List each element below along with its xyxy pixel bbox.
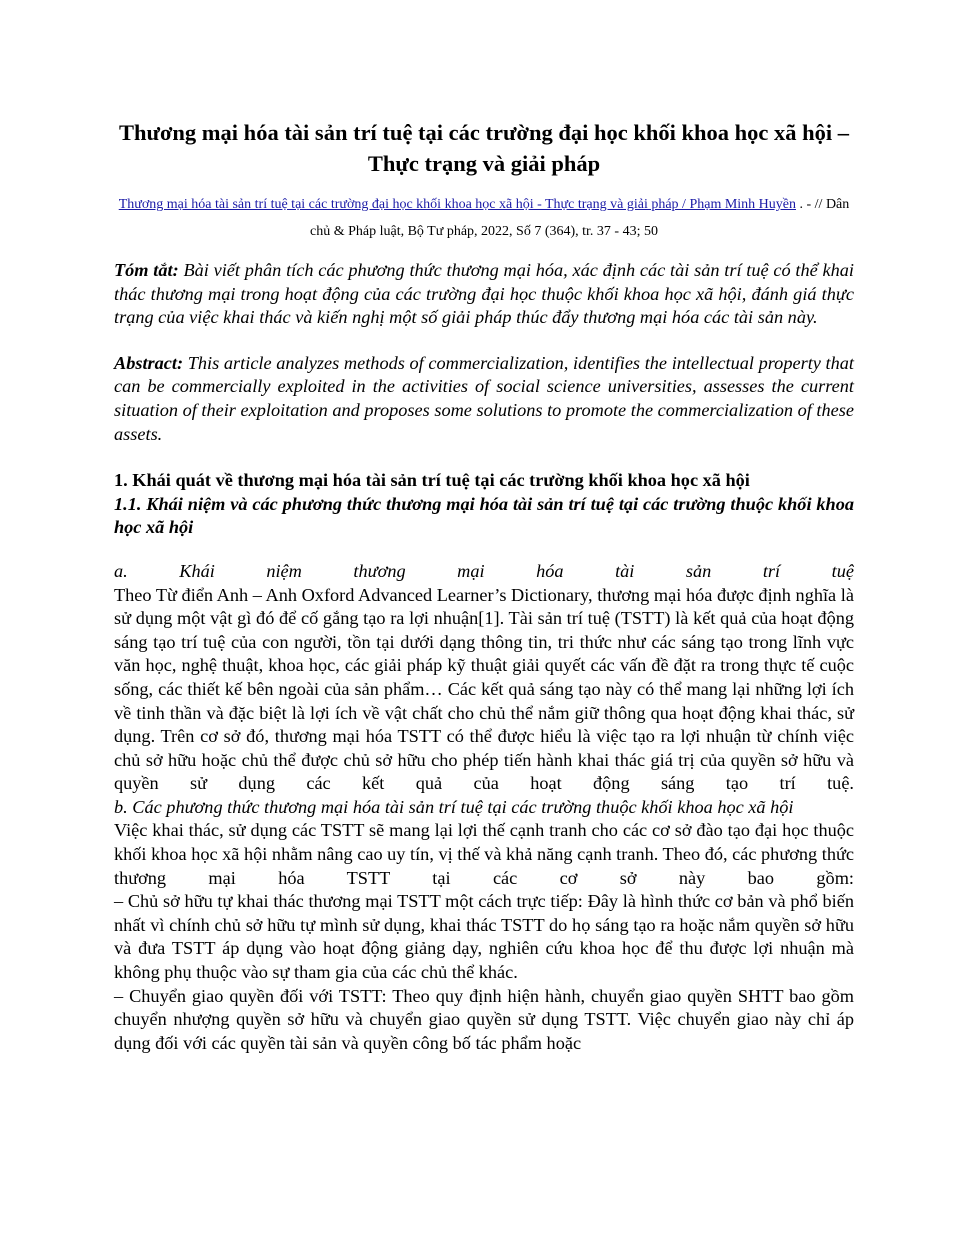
bullet-rights-transfer: – Chuyển giao quyền đối với TSTT: Theo quy định hiện hành, chuyển giao quyền SHTT bao gồm chuyển nhượng quyền sở hữu và chuyển giao quyền sử dụng TSTT. Việc chuyển giao này chỉ áp dụng đối với các quyền tài sản và quyền công bố tác phẩm hoặc [114,985,854,1053]
abstract-en-text: This article analyzes methods of commercialization, identifies the intellectual property that can be commercially exploited in the activities of social science universities, assesses the current situation of their exploitation and proposes some solutions to promote the commercialization of these assets. [114,352,854,444]
document-content [114,117,854,1055]
article-title: Thương mại hóa tài sản trí tuệ tại các trường đại học khối khoa học xã hội – Thực trạng và giải pháp [118,120,850,176]
subheading-b: b. Các phương thức thương mại hóa tài sản trí tuệ tại các trường thuộc khối khoa học xã hội [114,796,794,817]
citation-line [114,191,854,245]
abstract-english [114,352,854,446]
paragraph-a: Theo Từ điển Anh – Anh Oxford Advanced Learner’s Dictionary, thương mại hóa được định nghĩa là sử dụng một vật gì đó để cố gắng tạo ra lợi nhuận[1]. Tài sản trí tuệ (TSTT) là kết quả của hoạt động sáng tạo trí tuệ của con người, tồn tại dưới dạng thông tin, tri thức như các sáng tạo trong lĩnh vực văn học, nghệ thuật, khoa học, các giải pháp kỹ thuật giải quyết các vấn đề đặt ra trong thực tế cuộc sống, các thiết kế bên ngoài của sản phẩm… Các kết quả sáng tạo này có thể mang lại những lợi ích về tinh thần và đặc biệt là lợi ích về vật chất cho chủ thể nắm giữ thông qua hoạt động khai thác, sử dụng. Trên cơ sở đó, thương mại hóa TSTT có thể được hiểu là việc tạo ra lợi nhuận từ chính việc chủ sở hữu hoặc chủ thể được chủ sở hữu cho phép tiến hành khai thác giá trị của quyền sở hữu và quyền sử dụng các kết quả của hoạt động sáng tạo trí tuệ. [114,584,854,794]
abstract-vi-text: Bài viết phân tích các phương thức thương mại hóa, xác định các tài sản trí tuệ có thể khai thác thương mại trong hoạt động của các trường đại học thuộc khối khoa học xã hội, đánh giá thực trạng của việc khai thác và kiến nghị một số giải pháp thúc đẩy thương mại hóa các tài sản này. [114,260,854,328]
section-heading-1: 1. Khái quát về thương mại hóa tài sản trí tuệ tại các trường khối khoa học xã hội [114,470,750,491]
abstract-vietnamese [114,259,854,330]
paragraph-b: Việc khai thác, sử dụng các TSTT sẽ mang lại lợi thế cạnh tranh cho các cơ sở đào tạo đại học thuộc khối khoa học xã hội nhằm nâng cao uy tín, vị thế và khả năng cạnh tranh. Theo đó, các phương thức thương mại hóa TSTT tại các cơ sở này bao gồm: [114,820,854,888]
citation-source: . - // Dân chủ & Pháp luật, Bộ Tư pháp, 2022, Số 7 (364), tr. 37 - 43; 50 [310,197,850,239]
section-heading-1-1: 1.1. Khái niệm và các phương thức thương mại hóa tài sản trí tuệ tại các trường thuộc khối khoa học xã hội [114,493,854,538]
bullet-direct-exploitation: – Chủ sở hữu tự khai thác thương mại TSTT một cách trực tiếp: Đây là hình thức cơ bản và phổ biến nhất vì chính chủ sở hữu tự mình sử dụng, khai thác TSTT do họ sáng tạo ra hoặc nắm quyền sở hữu và đưa TSTT áp dụng vào hoạt động giảng dạy, nghiên cứu khoa học để thu được lợi nhuận mà không phụ thuộc vào sự tham gia của các chủ thể khác. [114,891,854,983]
subheading-a: a. Khái niệm thương mại hóa tài sản trí tuệ [114,560,854,581]
citation-link[interactable]: Thương mại hóa tài sản trí tuệ tại các trường đại học khối khoa học xã hội - Thực trạng và giải pháp / Phạm Minh Huyền [118,197,796,212]
abstract-en-label: Abstract: [114,352,184,373]
abstract-vi-label: Tóm tắt: [114,260,179,280]
